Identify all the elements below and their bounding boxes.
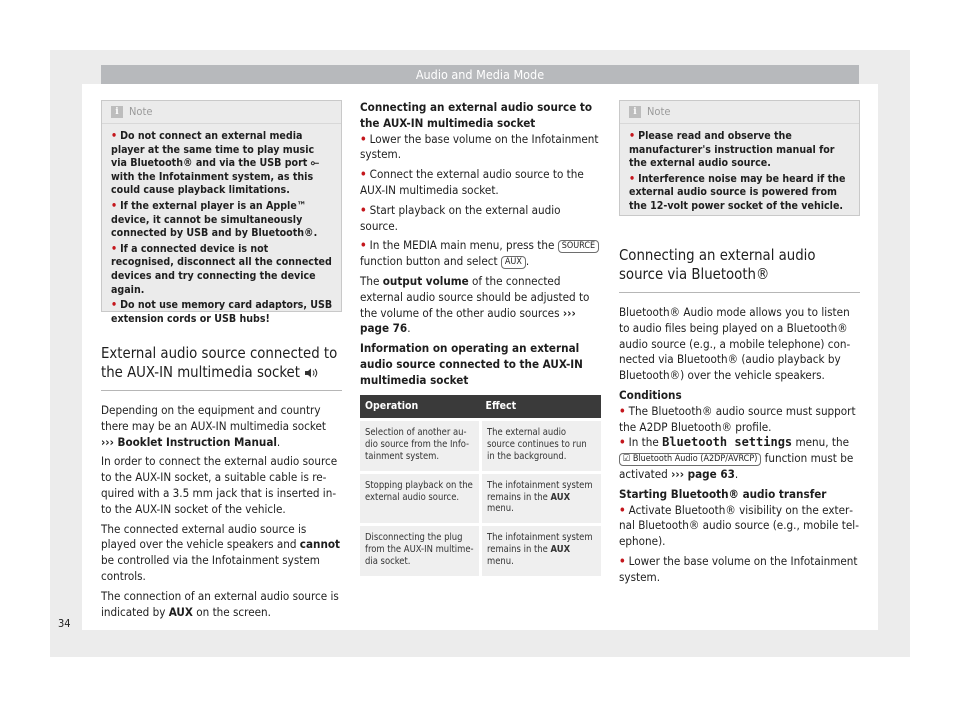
table-row: Disconnecting the plug from the AUX-IN multimedia socket. The infotainment system remains in the AUX menu.	[360, 525, 601, 576]
subheading: Starting Bluetooth® audio transfer	[619, 486, 827, 501]
note-label: Note	[129, 105, 153, 119]
section-header: Audio and Media Mode	[101, 65, 859, 84]
paragraph: The connected external audio source is played over the vehicle speakers and cannot be controlled via the Infotainment system controls.	[101, 521, 341, 583]
subheading: Conditions	[619, 387, 682, 402]
paragraph: The output volume of the connected external audio source should be adjusted to the volume of the other audio sources ››› page 76.	[360, 273, 590, 336]
bullet-item: • The Bluetooth® audio source must support the A2DP Bluetooth® profile.	[619, 403, 856, 434]
note-header	[102, 101, 341, 124]
note-box	[101, 100, 342, 325]
paragraph: In order to connect the external audio source to the AUX-IN socket, a suitable cable is required with a 3.5 mm jack that is inserted into the AUX-IN socket of the vehicle.	[101, 454, 338, 516]
note-item: • Do not use memory card adaptors, USB extension cords or USB hubs!	[111, 299, 333, 325]
source-button[interactable]: SOURCE	[558, 240, 599, 253]
menu-name: Bluetooth settings	[662, 435, 793, 450]
bullet-item: • Activate Bluetooth® visibility on the external Bluetooth® audio source (e.g., mobile telephone).	[619, 502, 859, 549]
note-item: • If a connected device is not recognised, disconnect all the connected devices and try connecting the device again.	[111, 242, 332, 296]
paragraph: The connection of an external audio source is indicated by AUX on the screen.	[101, 588, 339, 619]
note-item: • If the external player is an Apple™ device, it cannot be simultaneously connected by USB and by Bluetooth®.	[111, 199, 318, 240]
table-header: Operation	[360, 395, 481, 420]
page-reference-link[interactable]: ››› page 76	[360, 305, 576, 336]
column-right	[619, 100, 860, 590]
bullet-item: • In the Bluetooth settings menu, the ☑ Bluetooth Audio (A2DP/AVRCP) function must be activated ››› page 63.	[619, 435, 854, 481]
section-heading: External audio source connected to the AUX-IN multimedia socket	[101, 344, 342, 391]
info-icon: i	[111, 106, 123, 118]
bullet-item: • Connect the external audio source to the AUX-IN multimedia socket.	[360, 167, 584, 197]
note-item: • Interference noise may be heard if the external audio source is powered from the 12-volt power socket of the vehicle.	[629, 172, 846, 212]
note-item: • Do not connect an external media player at the same time to play music via Bluetooth® and via the USB port ⟜ with the Infotainment system, as this could cause playback limitations.	[111, 130, 320, 197]
table-row: Stopping playback on the external audio source. The infotainment system remains in the AUX menu.	[360, 472, 601, 524]
manual-reference-link[interactable]: ››› Booklet Instruction Manual	[101, 434, 277, 449]
page-number: 34	[58, 617, 71, 630]
page-reference-link[interactable]: ››› page 63	[671, 466, 735, 481]
subheading: Information on operating an external audio source connected to the AUX-IN multimedia socket	[360, 341, 583, 387]
bullet-item: • Lower the base volume on the Infotainment system.	[360, 131, 599, 162]
paragraph: Bluetooth® Audio mode allows you to listen to audio files being played on a Bluetooth® audio source (e.g., a mobile telephone) connected via Bluetooth® (audio playback by Bluetooth®) over the vehicle speakers.	[619, 305, 851, 383]
bullet-item: • Start playback on the external audio source.	[360, 202, 561, 233]
operation-table	[360, 395, 601, 576]
paragraph: Depending on the equipment and country there may be an AUX-IN multimedia socket ››› Booklet Instruction Manual.	[101, 403, 327, 449]
note-label: Note	[647, 105, 671, 119]
table-header: Effect	[481, 395, 602, 420]
column-middle	[360, 100, 601, 576]
table-row: Selection of another audio source from the Infotainment system. The external audio source continues to run in the background.	[360, 420, 601, 472]
bullet-item: • Lower the base volume on the Infotainment system.	[619, 553, 858, 584]
note-item: • Please read and observe the manufacturer's instruction manual for the external audio source.	[629, 130, 835, 170]
aux-button[interactable]: AUX	[501, 256, 526, 269]
column-left	[101, 100, 342, 624]
bullet-item: • In the MEDIA main menu, press the SOURCE function button and select AUX .	[360, 238, 601, 270]
bluetooth-audio-toggle[interactable]: ☑ Bluetooth Audio (A2DP/AVRCP)	[619, 453, 761, 466]
section-heading: Connecting an external audio source via Bluetooth®	[619, 246, 860, 293]
speaker-icon	[304, 368, 318, 378]
subheading: Connecting an external audio source to the AUX-IN multimedia socket	[360, 100, 593, 130]
info-icon: i	[629, 106, 641, 118]
note-box	[619, 100, 860, 216]
note-header	[620, 101, 859, 124]
